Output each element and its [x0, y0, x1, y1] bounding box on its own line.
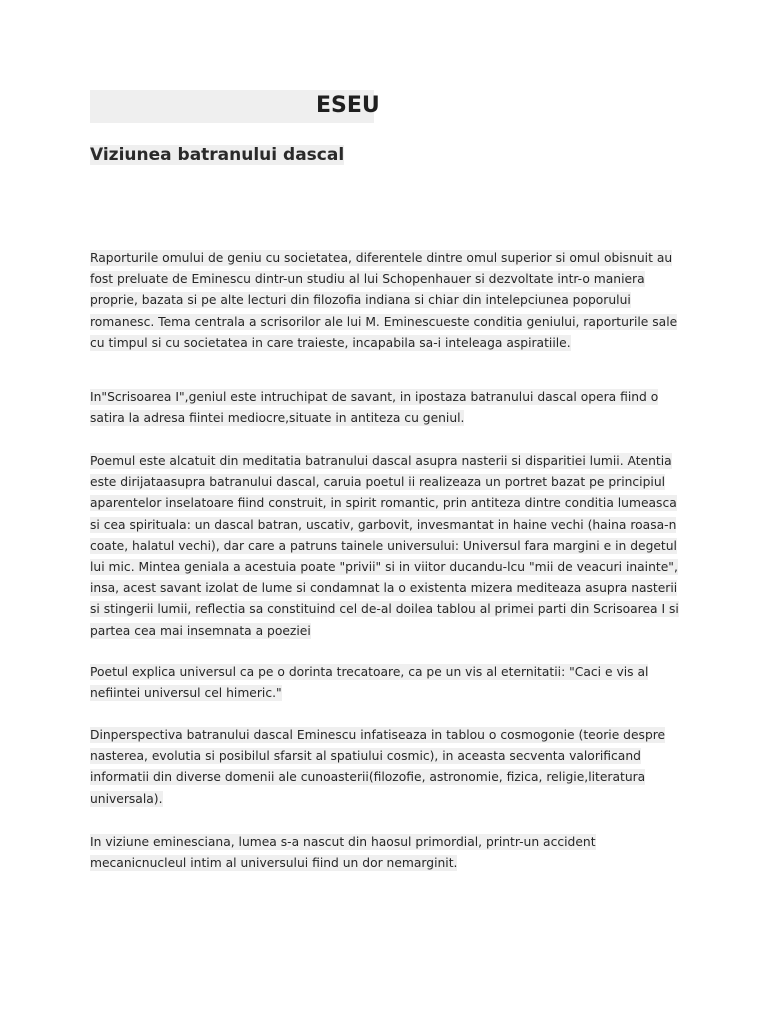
essay-subtitle	[90, 143, 344, 167]
paragraph-6	[90, 832, 680, 874]
paragraph-2	[90, 387, 680, 429]
subtitle-text: Viziunea batranului dascal	[90, 145, 345, 165]
paragraph-1	[90, 248, 680, 354]
paragraph-6-text: In viziune eminesciana, lumea s-a nascut din haosul primordial, printr-un accident mecanicnucleul intim al universului fiind un dor nemarginit.	[90, 835, 596, 871]
page-title: ESEU	[316, 93, 380, 118]
paragraph-3	[90, 451, 680, 642]
paragraph-2-text: In"Scrisoarea I",geniul este intruchipat de savant, in ipostaza batranului dascal opera fiind o satira la adresa fiintei mediocre,situate in antiteza cu geniul.	[90, 390, 659, 426]
title-highlight	[90, 90, 380, 123]
paragraph-4-text: Poetul explica universul ca pe o dorinta trecatoare, ca pe un vis al eternitatii: "Caci e vis al nefiintei universul cel himeric."	[90, 665, 649, 701]
paragraph-1-text: Raporturile omului de geniu cu societatea, diferentele dintre omul superior si omul obisnuit au fost preluate de Eminescu dintr-un studiu al lui Schopenhauer si dezvoltate intr-o maniera proprie, bazata si pe alte lecturi din filozofia indiana si chiar din intelepciunea poporului romanesc. Tema centrala a scrisorilor ale lui M. Eminescueste conditia geniului, raporturile sale cu timpul si cu societatea in care traieste, incapabila sa-i inteleaga aspiratiile.	[90, 251, 678, 350]
paragraph-5-text: Dinperspectiva batranului dascal Eminescu infatiseaza in tablou o cosmogonie (teorie despre nasterea, evolutia si posibilul sfarsit al spatiului cosmic), in aceasta secventa valorificand informatii din diverse domenii ale cunoasterii(filozofie, astronomie, fizica, religie,literatura universala).	[90, 728, 666, 806]
paragraph-5	[90, 725, 680, 810]
paragraph-3-text: Poemul este alcatuit din meditatia batranului dascal asupra nasterii si disparitiei lumii. Atentia este dirijataasupra batranului dascal, caruia poetul ii realizeaza un portret bazat pe principiul aparentelor inselatoare fiind construit, in spirit romantic, prin antiteza dintre conditia lumeasca si cea spirituala: un dascal batran, uscativ, garbovit, invesmantat in haine vechi (haina roasa-n coate, halatul vechi), dar care a patruns tainele universului: Universul fara margini e in degetul lui mic. Mintea geniala a acestuia poate "privii" si in viitor ducandu-lcu "mii de veacuri inainte", insa, acest savant izolat de lume si condamnat la o existenta mizera mediteaza asupra nasterii si stingerii lumii, reflectia sa constituind cel de-al doilea tablou al primei parti din Scrisoarea I si partea cea mai insemnata a poeziei	[90, 454, 679, 638]
paragraph-4	[90, 662, 680, 704]
